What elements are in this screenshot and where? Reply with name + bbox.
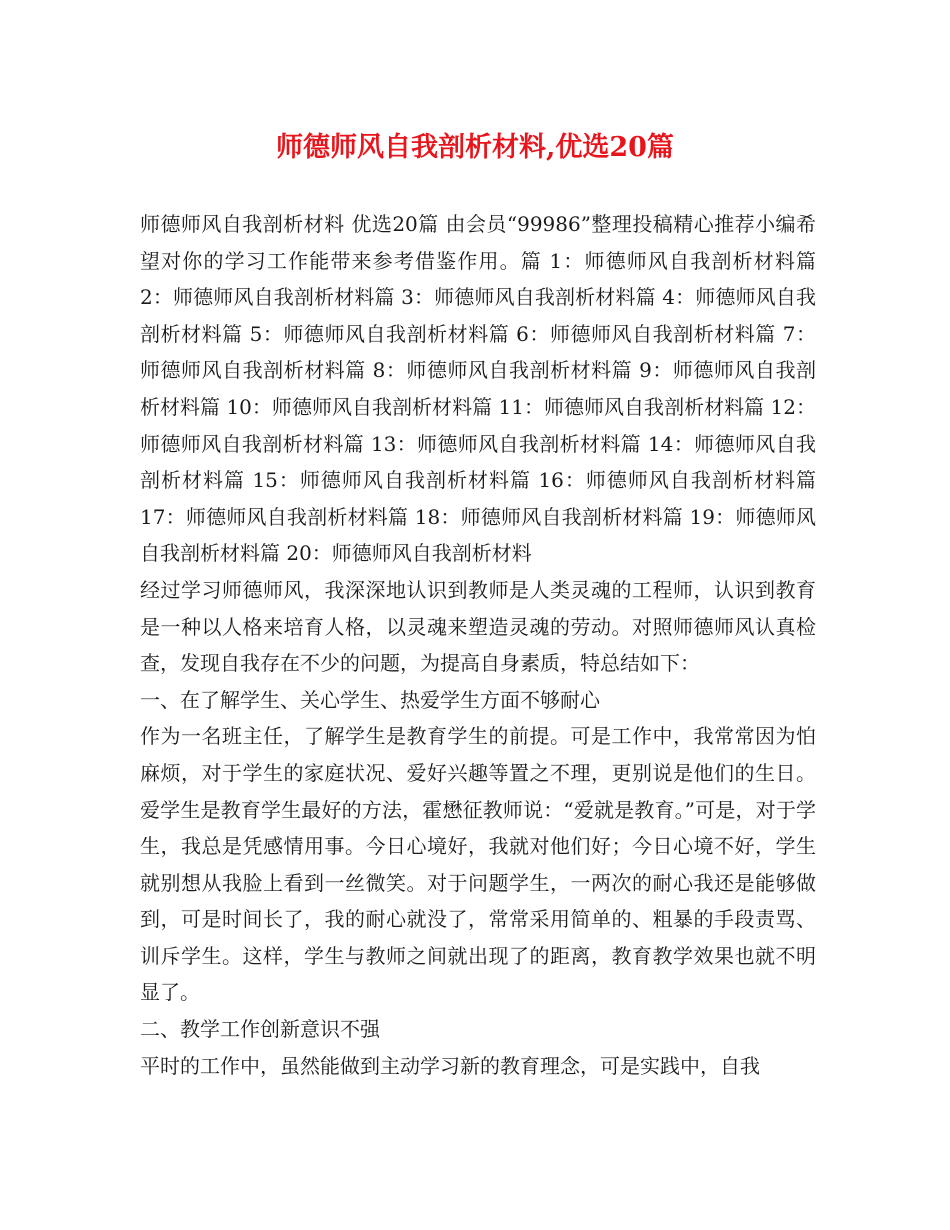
section-heading-2: 二、教学工作创新意识不强 [140,1017,380,1042]
intro-paragraph: 师德师风自我剖析材料 优选20篇 由会员“99986”整理投稿精心推荐小编希望对你的学习工作能带来参考借鉴作用。篇 1：师德师风自我剖析材料篇 2：师德师风自我剖析材料篇 3：师德师风自我剖析材料篇 4：师德师风自我剖析材料篇 5：师德师风自我剖析材料篇 6：师德师风自我剖析材料篇 7：师德师风自我剖析材料篇 8：师德师风自我剖析材料篇 9：师德师风自我剖析材料篇 10：师德师风自我剖析材料篇 11：师德师风自我剖析材料篇 12：师德师风自我剖析材料篇 13：师德师风自我剖析材料篇 14：师德师风自我剖析材料篇 15：师德师风自我剖析材料篇 16：师德师风自我剖析材料篇 17：师德师风自我剖析材料篇 18：师德师风自我剖析材料篇 19：师德师风自我剖析材料篇 20：师德师风自我剖析材料 [140,212,816,566]
section-heading-1: 一、在了解学生、关心学生、热爱学生方面不够耐心 [140,687,600,712]
document-title: 师德师风自我剖析材料,优选20篇 [276,132,674,163]
body-paragraph: 经过学习师德师风，我深深地认识到教师是人类灵魂的工程师，认识到教育是一种以人格来培育人格，以灵魂来塑造灵魂的劳动。对照师德师风认真检查，发现自我存在不少的问题，为提高自身素质，特总结如下： [140,577,816,676]
body-paragraph: 作为一名班主任，了解学生是教育学生的前提。可是工作中，我常常因为怕麻烦，对于学生的家庭状况、爱好兴趣等置之不理，更别说是他们的生日。爱学生是教育学生最好的方法，霍懋征教师说：“爱就是教育。”可是，对于学生，我总是凭感情用事。今日心境好，我就对他们好；今日心境不好，学生就别想从我脸上看到一丝微笑。对于问题学生，一两次的耐心我还是能够做到，可是时间长了，我的耐心就没了，常常采用简单的、粗暴的手段责骂、训斥学生。这样，学生与教师之间就出现了的距离，教育教学效果也就不明显了。 [140,724,816,1005]
document-body [140,206,816,1084]
body-paragraph: 平时的工作中，虽然能做到主动学习新的教育理念，可是实践中，自我 [140,1053,760,1078]
